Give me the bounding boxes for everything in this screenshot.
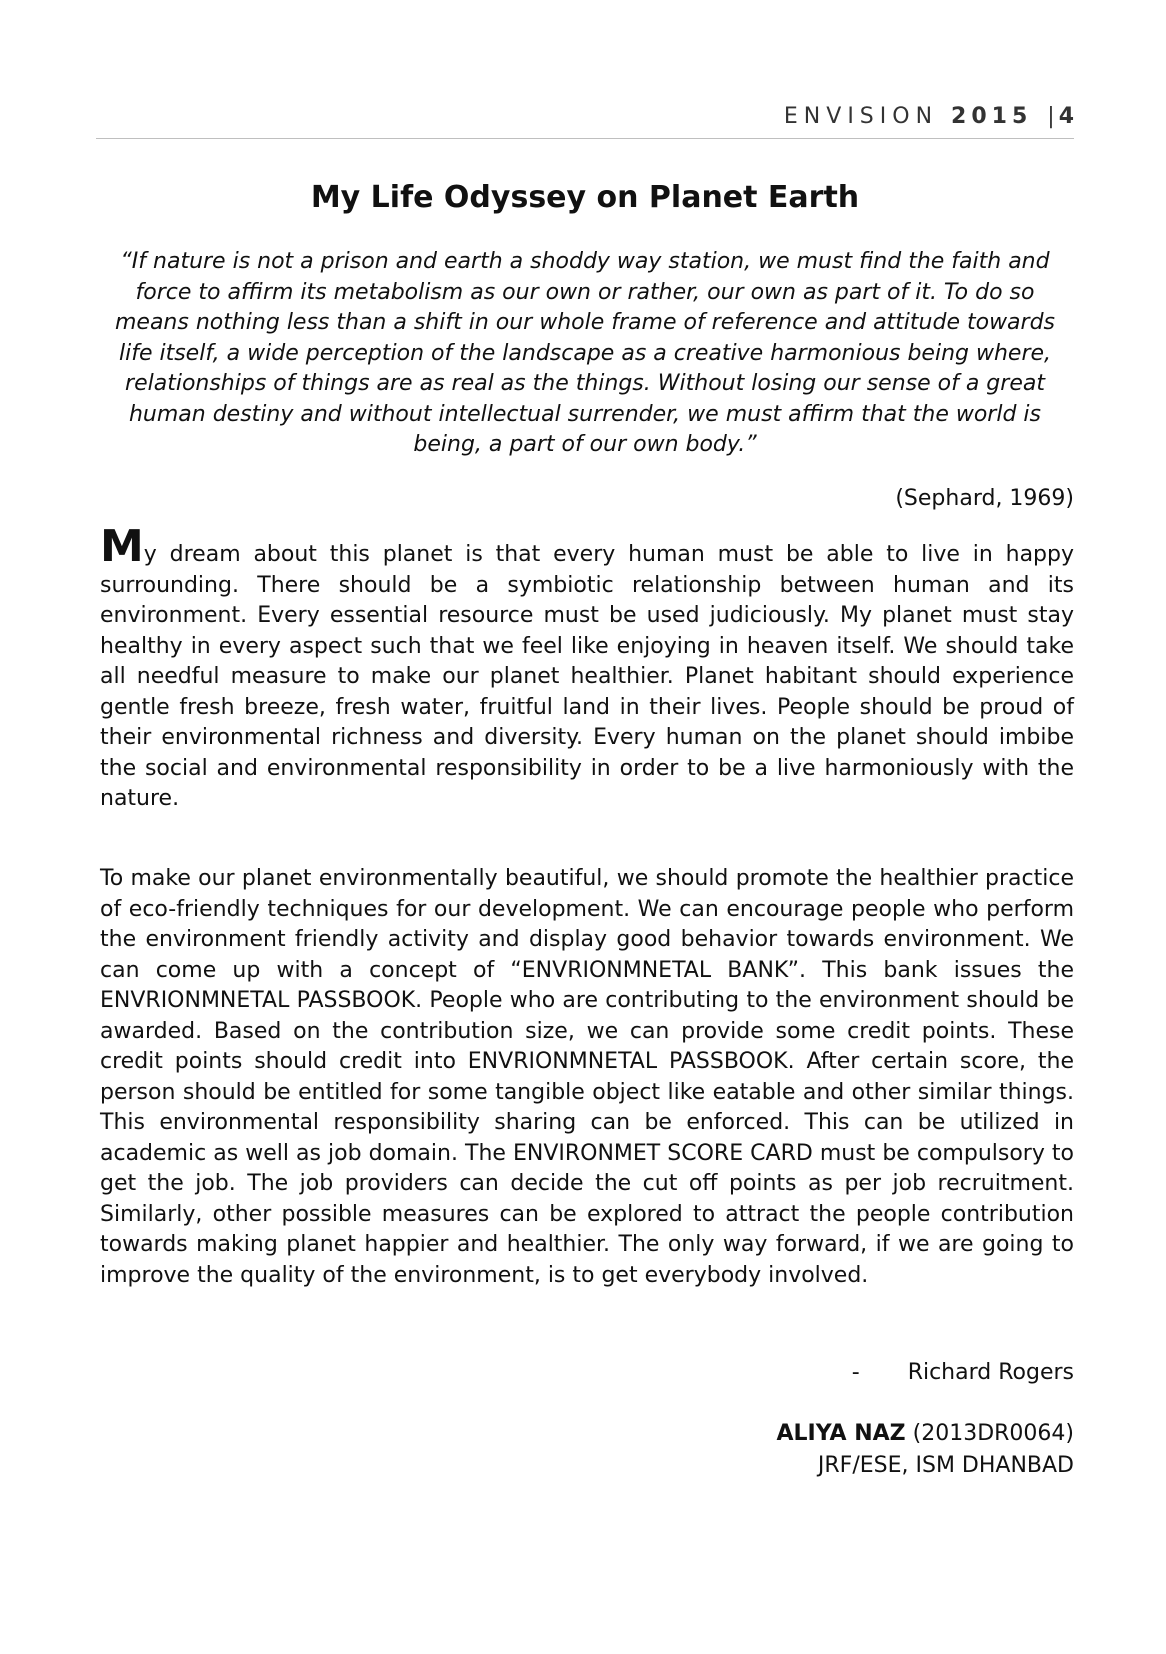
author-id: (2013DR0064) — [912, 1421, 1074, 1446]
author-name: ALIYA NAZ — [776, 1421, 906, 1446]
publication-name: ENVISION — [783, 104, 939, 129]
author-line — [776, 1418, 1074, 1450]
body-paragraph-1 — [100, 521, 1074, 815]
body-paragraph-1-text: y dream about this planet is that every human must be able to live in happy surrounding. There should be a symbiotic relationship between human and its environment. Every essential resource must be used judiciously. My planet must stay healthy in every aspect such that we feel like enjoying in heaven itself. We should take all needful measure to make our planet healthier. Planet habitant should experience gentle fresh breeze, fresh water, fruitful land in their lives. People should be proud of their environmental richness and diversity. Every human on the planet should imbibe the social and environmental responsibility in order to be a live harmoniously with the nature. — [100, 542, 1074, 811]
page-number: 4 — [1058, 104, 1074, 129]
author-affiliation: JRF/ESE, ISM DHANBAD — [817, 1453, 1074, 1478]
epigraph-quote: “If nature is not a prison and earth a shoddy way station, we must find the faith and force to affirm its metabolism as our own or rather, our own as part of it. To do so means nothing less than a shift in our whole frame of reference and attitude towards life itself, a wide perception of the landscape as a creative harmonious being where, relationships of things are as real as the things. Without losing our sense of a great human destiny and without intellectual surrender, we must affirm that the world is being, a part of our own body.” — [114, 249, 1056, 457]
header-separator: | — [1047, 104, 1055, 129]
page-header — [96, 98, 1074, 139]
epigraph-citation: (Sephard, 1969) — [895, 486, 1074, 511]
attribution-dash: - — [851, 1360, 860, 1385]
publication-year: 2015 — [951, 104, 1033, 129]
attribution-name: Richard Rogers — [907, 1360, 1074, 1385]
header-text — [784, 104, 1074, 130]
quote-attribution — [852, 1358, 1074, 1388]
drop-cap: M — [100, 521, 144, 572]
body-paragraph-2: To make our planet environmentally beautiful, we should promote the healthier practice of eco-friendly techniques for our development. We can encourage people who perform the environment friendly activity and display good behavior towards environment. We can come up with a concept of “ENVRIONMNETAL BANK”. This bank issues the ENVRIONMNETAL PASSBOOK. People who are contributing to the environment should be awarded. Based on the contribution size, we can provide some credit points. These credit points should credit into ENVRIONMNETAL PASSBOOK. After certain score, the person should be entitled for some tangible object like eatable and other similar things. This environmental responsibility sharing can be enforced. This can be utilized in academic as well as job domain. The ENVIRONMET SCORE CARD must be compulsory to get the job. The job providers can decide the cut off points as per job recruitment. Similarly, other possible measures can be explored to attract the people contribution towards making planet happier and healthier. The only way forward, if we are going to improve the quality of the environment, is to get everybody involved. — [100, 866, 1074, 1288]
author-block — [776, 1418, 1074, 1482]
article-title: My Life Odyssey on Planet Earth — [310, 180, 860, 215]
